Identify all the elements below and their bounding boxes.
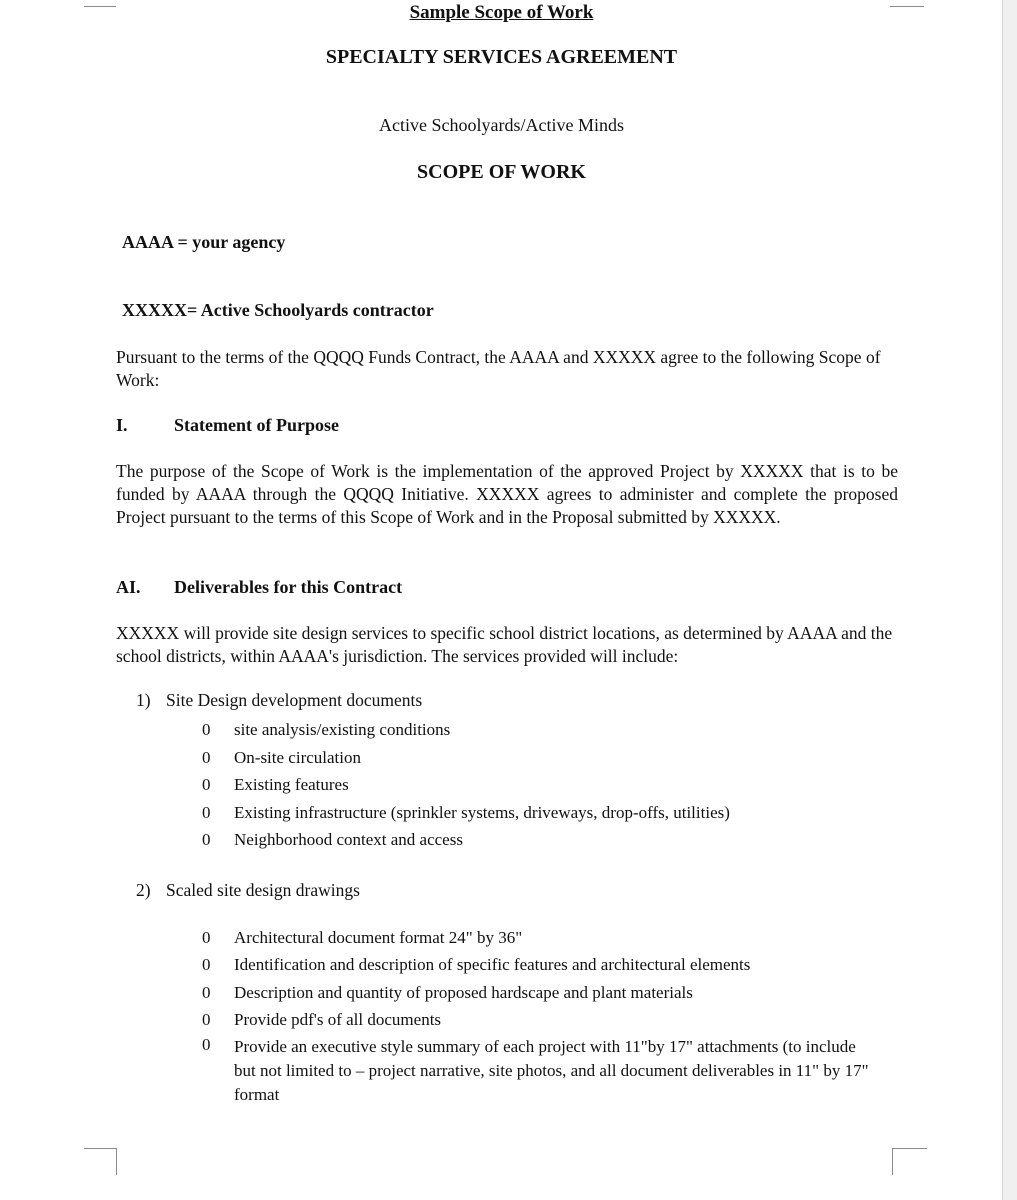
list-item-text: Existing infrastructure (sprinkler systems, driveways, drop-offs, utilities) [234,802,730,822]
list-item-text: site analysis/existing conditions [234,720,451,739]
list-item [202,924,874,951]
bullet-marker: 0 [202,1035,211,1055]
crop-mark-bottom-right [892,1148,927,1175]
list-item [202,979,874,1006]
definition-agency: AAAA = your agency [122,232,286,252]
bullet-marker: 0 [202,747,211,767]
list-item [202,1033,874,1107]
list-item [202,951,874,978]
section-title: Statement of Purpose [174,415,339,435]
document-header-title: Sample Scope of Work [409,2,594,23]
agreement-title: SPECIALTY SERVICES AGREEMENT [325,46,678,68]
bullet-marker: 0 [202,802,211,822]
scaled-drawings-list [202,924,874,1107]
list-item-text: Neighborhood context and access [234,830,463,849]
bullet-marker: 0 [202,775,211,794]
deliverables-paragraph: XXXXX will provide site design services to specific school district locations, as determined by AAAA and the school districts, within AAAA's jurisdiction. The services provided will include: [116,623,893,666]
intro-paragraph: Pursuant to the terms of the QQQQ Funds Contract, the AAAA and XXXXX agree to the following Scope of Work: [116,347,881,390]
bullet-marker: 0 [202,955,211,975]
list-item [202,744,730,772]
list-number: 1) [136,690,151,710]
list-item [202,1006,874,1033]
document-subtitle: Active Schoolyards/Active Minds [379,115,624,135]
bullet-marker: 0 [202,928,211,947]
purpose-paragraph: The purpose of the Scope of Work is the implementation of the approved Project by XXXXX that is to be funded by AAAA through the QQQQ Initiative. XXXXX agrees to administer and complete the proposed Project pursuant to the terms of this Scope of Work and in the Proposal submitted by XXXXX. [116,461,898,527]
crop-mark-bottom-left [84,1148,117,1175]
list-item-text: Architectural document format 24" by 36" [234,928,523,947]
list-item [202,799,730,827]
list-item-text: Identification and description of specific features and architectural elements [234,955,751,975]
list-item-text: Description and quantity of proposed hardscape and plant materials [234,982,693,1002]
scope-title: SCOPE OF WORK [417,161,586,183]
list-heading-scaled-drawings [136,880,360,901]
site-design-list [202,716,730,854]
list-item [202,771,730,799]
section-number: AI. [116,577,141,597]
list-item [202,716,730,744]
list-number: 2) [136,880,151,900]
list-item [202,826,730,854]
list-item-text: Provide pdf's of all documents [234,1009,442,1029]
vertical-scrollbar[interactable] [1002,0,1017,1200]
list-item-text: Existing features [234,775,349,794]
list-item-text: Provide an executive style summary of each project with 11"by 17" attachments (to include but not limited to – project narrative, site photos, and all document deliverables in 11" by 17" format [234,1037,869,1105]
list-item-text: On-site circulation [234,747,361,767]
section-heading-purpose [116,415,339,436]
list-heading-site-design [136,690,422,711]
definition-contractor: XXXXX= Active Schoolyards contractor [122,300,434,320]
bullet-marker: 0 [202,982,211,1002]
bullet-marker: 0 [202,830,211,849]
list-title: Site Design development documents [166,690,423,710]
section-number: I. [116,415,128,435]
list-title: Scaled site design drawings [166,880,360,900]
section-title: Deliverables for this Contract [174,577,403,597]
bullet-marker: 0 [202,1009,211,1029]
bullet-marker: 0 [202,720,211,739]
section-heading-deliverables [116,577,402,598]
